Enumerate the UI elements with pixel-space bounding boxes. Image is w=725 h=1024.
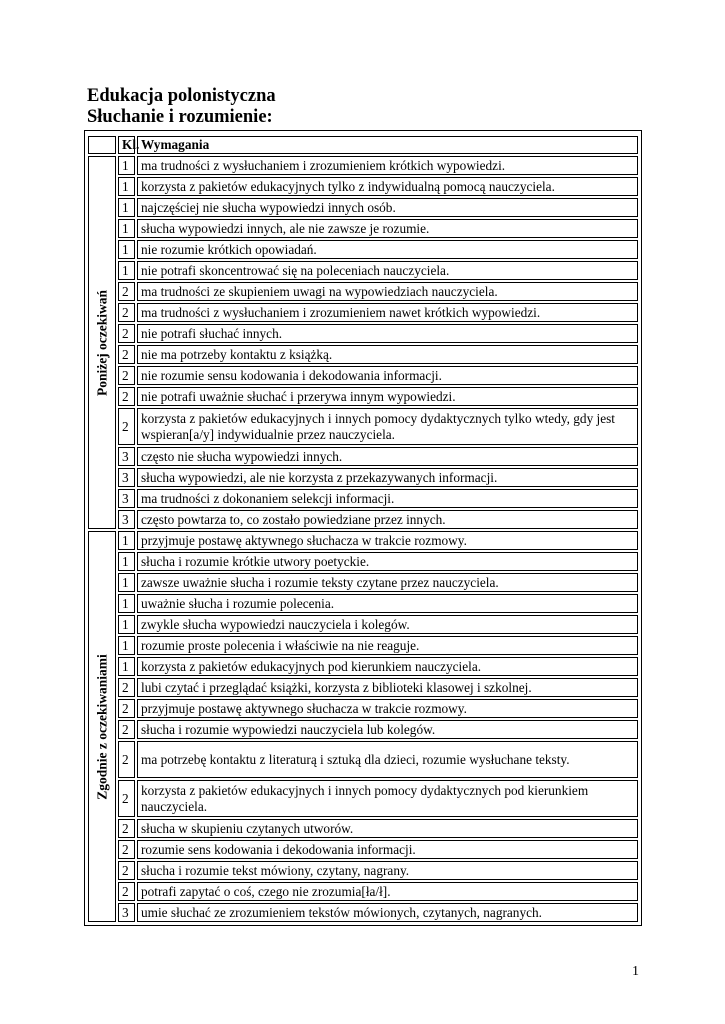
requirement-cell: ma trudności ze skupieniem uwagi na wypowiedziach nauczyciela. <box>137 282 638 301</box>
requirement-cell: słucha i rozumie wypowiedzi nauczyciela lub kolegów. <box>137 720 638 739</box>
requirement-cell: najczęściej nie słucha wypowiedzi innych osób. <box>137 198 638 217</box>
class-cell: 3 <box>118 903 135 922</box>
requirement-cell: nie potrafi uważnie słuchać i przerywa innym wypowiedzi. <box>137 387 638 406</box>
requirements-table <box>86 134 640 924</box>
requirement-cell: zawsze uważnie słucha i rozumie teksty czytane przez nauczyciela. <box>137 573 638 592</box>
table-header-row <box>88 136 638 154</box>
class-cell: 2 <box>118 741 135 778</box>
table-row <box>88 594 638 613</box>
table-row <box>88 447 638 466</box>
requirement-cell: nie ma potrzeby kontaktu z książką. <box>137 345 638 364</box>
class-cell: 1 <box>118 657 135 676</box>
table-row <box>88 678 638 697</box>
requirement-cell: nie potrafi słuchać innych. <box>137 324 638 343</box>
table-row <box>88 780 638 817</box>
requirements-header: Wymagania <box>137 136 638 154</box>
table-row <box>88 387 638 406</box>
table-row <box>88 657 638 676</box>
requirement-cell: rozumie proste polecenia i właściwie na nie reaguje. <box>137 636 638 655</box>
section-title: Słuchanie i rozumienie: <box>87 107 273 127</box>
requirement-cell: umie słuchać ze zrozumieniem tekstów mówionych, czytanych, nagranych. <box>137 903 638 922</box>
category-header <box>88 136 116 154</box>
requirement-cell: słucha i rozumie tekst mówiony, czytany, nagrany. <box>137 861 638 880</box>
table-row <box>88 198 638 217</box>
table-row <box>88 156 638 175</box>
subject-title: Edukacja polonistyczna <box>87 86 276 106</box>
table-row <box>88 741 638 778</box>
table-row <box>88 177 638 196</box>
requirement-cell: ma potrzebę kontaktu z literaturą i sztuką dla dzieci, rozumie wysłuchane teksty. <box>137 741 638 778</box>
requirement-cell: często nie słucha wypowiedzi innych. <box>137 447 638 466</box>
table-row <box>88 219 638 238</box>
table-row <box>88 819 638 838</box>
table-row <box>88 324 638 343</box>
requirement-cell: słucha wypowiedzi innych, ale nie zawsze je rozumie. <box>137 219 638 238</box>
class-cell: 1 <box>118 240 135 259</box>
class-cell: 2 <box>118 324 135 343</box>
class-cell: 2 <box>118 699 135 718</box>
table-row <box>88 468 638 487</box>
class-cell: 2 <box>118 366 135 385</box>
class-cell: 1 <box>118 219 135 238</box>
class-cell: 2 <box>118 303 135 322</box>
table-row <box>88 720 638 739</box>
table-row <box>88 882 638 901</box>
document-heading <box>87 86 276 128</box>
table-row <box>88 240 638 259</box>
table-row <box>88 282 638 301</box>
requirement-cell: uważnie słucha i rozumie polecenia. <box>137 594 638 613</box>
requirement-cell: słucha wypowiedzi, ale nie korzysta z przekazywanych informacji. <box>137 468 638 487</box>
requirement-cell: potrafi zapytać o coś, czego nie zrozumia[ła/ł]. <box>137 882 638 901</box>
category-cell <box>88 156 116 529</box>
category-cell <box>88 531 116 922</box>
class-cell: 2 <box>118 819 135 838</box>
requirement-cell: zwykle słucha wypowiedzi nauczyciela i kolegów. <box>137 615 638 634</box>
table-row <box>88 573 638 592</box>
requirement-cell: korzysta z pakietów edukacyjnych i innych pomocy dydaktycznych tylko wtedy, gdy jest wspieran[a/y] indywidualnie przez nauczyciela. <box>137 408 638 445</box>
class-cell: 2 <box>118 678 135 697</box>
requirement-cell: rozumie sens kodowania i dekodowania informacji. <box>137 840 638 859</box>
class-cell: 2 <box>118 387 135 406</box>
requirement-cell: korzysta z pakietów edukacyjnych tylko z indywidualną pomocą nauczyciela. <box>137 177 638 196</box>
table-row <box>88 840 638 859</box>
requirement-cell: korzysta z pakietów edukacyjnych pod kierunkiem nauczyciela. <box>137 657 638 676</box>
requirement-cell: ma trudności z wysłuchaniem i zrozumieniem nawet krótkich wypowiedzi. <box>137 303 638 322</box>
table-row <box>88 489 638 508</box>
class-cell: 3 <box>118 468 135 487</box>
class-cell: 1 <box>118 156 135 175</box>
table-row <box>88 345 638 364</box>
table-row <box>88 636 638 655</box>
class-cell: 2 <box>118 861 135 880</box>
table-row <box>88 408 638 445</box>
page-number: 1 <box>632 964 639 979</box>
requirement-cell: nie rozumie sensu kodowania i dekodowania informacji. <box>137 366 638 385</box>
class-cell: 1 <box>118 531 135 550</box>
table-row <box>88 531 638 550</box>
class-cell: 1 <box>118 261 135 280</box>
table-row <box>88 510 638 529</box>
requirement-cell: nie potrafi skoncentrować się na poleceniach nauczyciela. <box>137 261 638 280</box>
class-cell: 1 <box>118 177 135 196</box>
class-cell: 1 <box>118 594 135 613</box>
class-cell: 2 <box>118 720 135 739</box>
class-cell: 2 <box>118 408 135 445</box>
class-cell: 2 <box>118 882 135 901</box>
class-cell: 1 <box>118 615 135 634</box>
requirement-cell: korzysta z pakietów edukacyjnych i innych pomocy dydaktycznych pod kierunkiem nauczyciela. <box>137 780 638 817</box>
requirement-cell: słucha w skupieniu czytanych utworów. <box>137 819 638 838</box>
class-cell: 1 <box>118 573 135 592</box>
table-row <box>88 303 638 322</box>
class-cell: 1 <box>118 198 135 217</box>
table-row <box>88 615 638 634</box>
class-cell: 2 <box>118 780 135 817</box>
requirement-cell: często powtarza to, co zostało powiedziane przez innych. <box>137 510 638 529</box>
table-row <box>88 261 638 280</box>
table-row <box>88 699 638 718</box>
requirement-cell: przyjmuje postawę aktywnego słuchacza w trakcie rozmowy. <box>137 699 638 718</box>
table-row <box>88 366 638 385</box>
requirement-cell: lubi czytać i przeglądać książki, korzysta z biblioteki klasowej i szkolnej. <box>137 678 638 697</box>
requirement-cell: słucha i rozumie krótkie utwory poetyckie. <box>137 552 638 571</box>
class-cell: 2 <box>118 345 135 364</box>
table-row <box>88 861 638 880</box>
category-label: Poniżej oczekiwań <box>94 289 110 396</box>
requirements-body <box>88 156 638 922</box>
class-cell: 1 <box>118 636 135 655</box>
table-row <box>88 552 638 571</box>
class-cell: 1 <box>118 552 135 571</box>
class-cell: 2 <box>118 282 135 301</box>
class-cell: 3 <box>118 510 135 529</box>
class-cell: 3 <box>118 447 135 466</box>
requirement-cell: przyjmuje postawę aktywnego słuchacza w trakcie rozmowy. <box>137 531 638 550</box>
class-cell: 3 <box>118 489 135 508</box>
class-header: Kl. <box>118 136 135 154</box>
class-cell: 2 <box>118 840 135 859</box>
requirement-cell: ma trudności z dokonaniem selekcji informacji. <box>137 489 638 508</box>
category-label: Zgodnie z oczekiwaniami <box>94 653 110 800</box>
table-row <box>88 903 638 922</box>
requirement-cell: nie rozumie krótkich opowiadań. <box>137 240 638 259</box>
requirement-cell: ma trudności z wysłuchaniem i zrozumieniem krótkich wypowiedzi. <box>137 156 638 175</box>
